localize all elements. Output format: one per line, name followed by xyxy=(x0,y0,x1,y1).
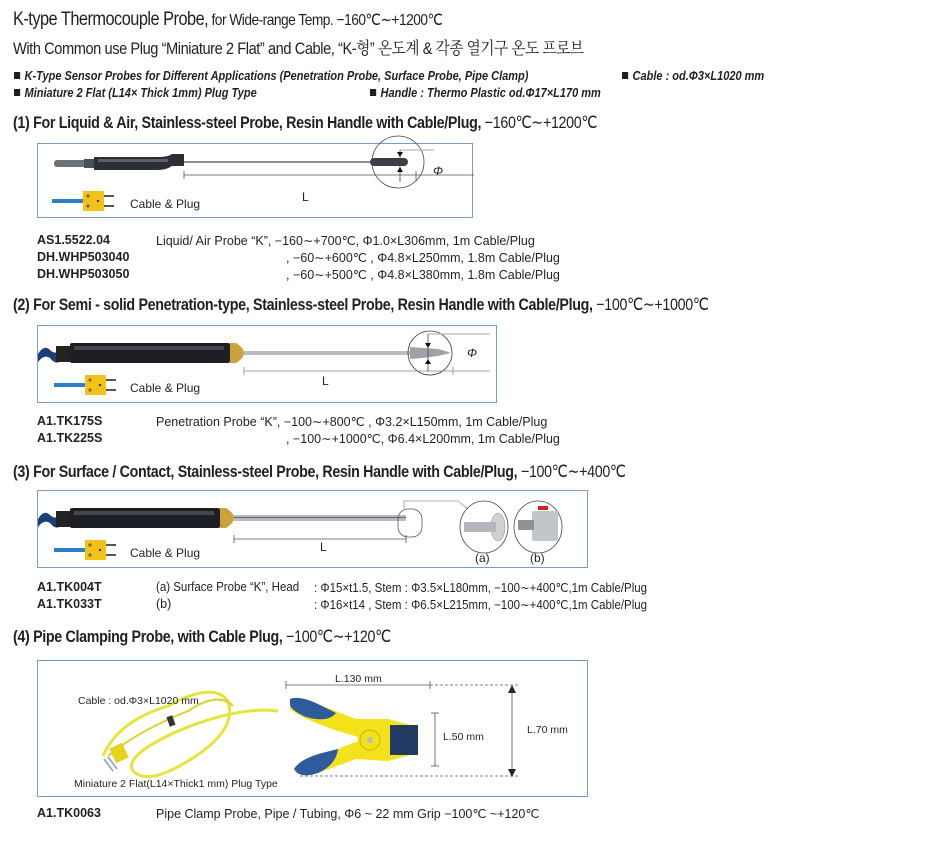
handle-boot xyxy=(56,346,70,362)
model-code: A1.TK0063 xyxy=(37,806,101,820)
heading-range: −100℃∼+400℃ xyxy=(517,462,626,481)
clamp-grip-bottom xyxy=(294,749,338,775)
feature-item xyxy=(14,86,257,100)
probe-diagram-2 xyxy=(37,325,497,403)
probe-stem xyxy=(184,161,370,163)
model-desc: Liquid/ Air Probe “K”, −160∼+700℃, Φ1.0×L306mm, 1m Cable/Plug xyxy=(156,234,535,248)
page-title xyxy=(13,9,442,31)
probe-drawing xyxy=(38,491,589,569)
length-label: L xyxy=(302,190,309,204)
jaw-50-label: L.50 mm xyxy=(443,731,484,743)
length-130-label: L.130 mm xyxy=(335,673,382,685)
probe-diagram-1 xyxy=(37,143,473,218)
model-code: DH.WHP503050 xyxy=(37,267,130,281)
probe-tail xyxy=(54,160,86,167)
model-desc: : Φ15×t1.5, Stem : Φ3.5×L180mm, −100∼+400℃,1m Cable/Plug xyxy=(314,581,648,595)
cable-blue xyxy=(54,548,86,552)
model-code: A1.TK225S xyxy=(37,431,103,445)
height-70-label: L.70 mm xyxy=(527,724,568,736)
plug-body xyxy=(83,191,104,211)
heading-text: (3) For Surface / Contact, Stainless-steel Probe, Resin Handle with Cable/Plug, xyxy=(13,462,518,481)
heading-range: −100℃∼+120℃ xyxy=(282,627,391,646)
feature-item xyxy=(370,86,601,100)
length-label: L xyxy=(322,374,329,388)
probe-diagram-3 xyxy=(37,490,588,568)
feature-item xyxy=(622,69,764,83)
clamp-diagram xyxy=(37,660,588,797)
probe-stem xyxy=(244,351,416,355)
handle-boot xyxy=(56,511,70,527)
section-heading-3 xyxy=(13,462,626,482)
brass-ferrule xyxy=(230,343,244,363)
model-variant: (a) Surface Probe “K”, Head xyxy=(156,580,300,594)
heading-range: −160℃∼+1200℃ xyxy=(481,113,598,132)
probe-drawing xyxy=(38,326,498,404)
section-heading-2 xyxy=(13,295,709,315)
brass-ferrule xyxy=(220,508,234,528)
heading-text: (2) For Semi - solid Penetration-type, Stainless-steel Probe, Resin Handle with Cable/Plug, xyxy=(13,295,593,314)
diameter-label: Φ xyxy=(433,164,444,178)
bullet-square-icon xyxy=(622,72,628,79)
mini-plug xyxy=(109,743,128,763)
model-desc: : Φ16×t14 , Stem : Φ6.5×L215mm, −100∼+400℃,1m Cable/Plug xyxy=(314,598,648,612)
plug-type-label: Miniature 2 Flat(L14×Thick1 mm) Plug Type xyxy=(74,778,278,790)
feature-text: Handle : Thermo Plastic od.Φ17×L170 mm xyxy=(380,86,601,100)
cable-plug-label: Cable & Plug xyxy=(130,546,201,560)
heading-range: −100℃∼+1000℃ xyxy=(592,295,709,314)
section-heading-4 xyxy=(13,627,391,647)
model-variant: (b) xyxy=(156,597,172,611)
length-label: L xyxy=(320,540,327,554)
model-code: A1.TK175S xyxy=(37,414,103,428)
plug-body xyxy=(85,540,106,560)
heading-text: (1) For Liquid & Air, Stainless-steel Probe, Resin Handle with Cable/Plug, xyxy=(13,113,482,132)
diameter-label: Φ xyxy=(467,346,478,360)
model-code: A1.TK033T xyxy=(37,597,102,611)
probe-point xyxy=(410,347,450,359)
model-desc: Penetration Probe “K”, −100∼+800℃ , Φ3.2×L150mm, 1m Cable/Plug xyxy=(156,415,548,429)
title-main: K-type Thermocouple Probe, xyxy=(13,9,209,30)
title-range: −160℃∼+1200℃ xyxy=(336,12,443,29)
model-code: DH.WHP503040 xyxy=(37,250,130,264)
cable-spec-label: Cable : od.Φ3×L1020 mm xyxy=(78,695,199,707)
cable-blue xyxy=(54,383,86,387)
model-desc: Pipe Clamp Probe, Pipe / Tubing, Φ6 ~ 22 mm Grip −100℃ ~+120℃ xyxy=(156,807,540,821)
clamp-jaws xyxy=(390,725,418,755)
bullet-square-icon xyxy=(14,89,20,96)
bullet-square-icon xyxy=(14,72,20,79)
model-desc: , −60∼+600℃ , Φ4.8×L250mm, 1.8m Cable/Plug xyxy=(286,251,560,265)
bullet-square-icon xyxy=(370,89,376,96)
feature-text: Miniature 2 Flat (L14× Thick 1mm) Plug Type xyxy=(24,86,257,100)
head-a-label: (a) xyxy=(475,551,490,565)
model-code: AS1.5522.04 xyxy=(37,233,110,247)
heading-text: (4) Pipe Clamping Probe, with Cable Plug, xyxy=(13,627,283,646)
feature-text: K-Type Sensor Probes for Different Applications (Penetration Probe, Surface Probe, Pipe Clamp) xyxy=(24,69,529,83)
probe-tip xyxy=(370,158,408,166)
model-desc: , −60∼+500℃ , Φ4.8×L380mm, 1.8m Cable/Plug xyxy=(286,268,560,282)
model-desc: , −100∼+1000℃, Φ6.4×L200mm, 1m Cable/Plug xyxy=(286,432,560,446)
title-sub: for Wide-range Temp. xyxy=(208,12,337,29)
section-heading-1 xyxy=(13,113,597,133)
cable-blue xyxy=(52,199,84,203)
page-subtitle: With Common use Plug “Miniature 2 Flat” and Cable, “K-형” 온도계 & 각종 열기구 온도 프로브 xyxy=(13,39,584,58)
cable-plug-label: Cable & Plug xyxy=(130,197,201,211)
plug-body xyxy=(85,375,106,395)
feature-item xyxy=(14,69,528,83)
feature-text: Cable : od.Φ3×L1020 mm xyxy=(632,69,765,83)
detail-marker xyxy=(398,509,422,537)
cable-plug-label: Cable & Plug xyxy=(130,381,201,395)
model-code: A1.TK004T xyxy=(37,580,102,594)
head-b-label: (b) xyxy=(530,551,545,565)
probe-drawing xyxy=(38,144,474,219)
